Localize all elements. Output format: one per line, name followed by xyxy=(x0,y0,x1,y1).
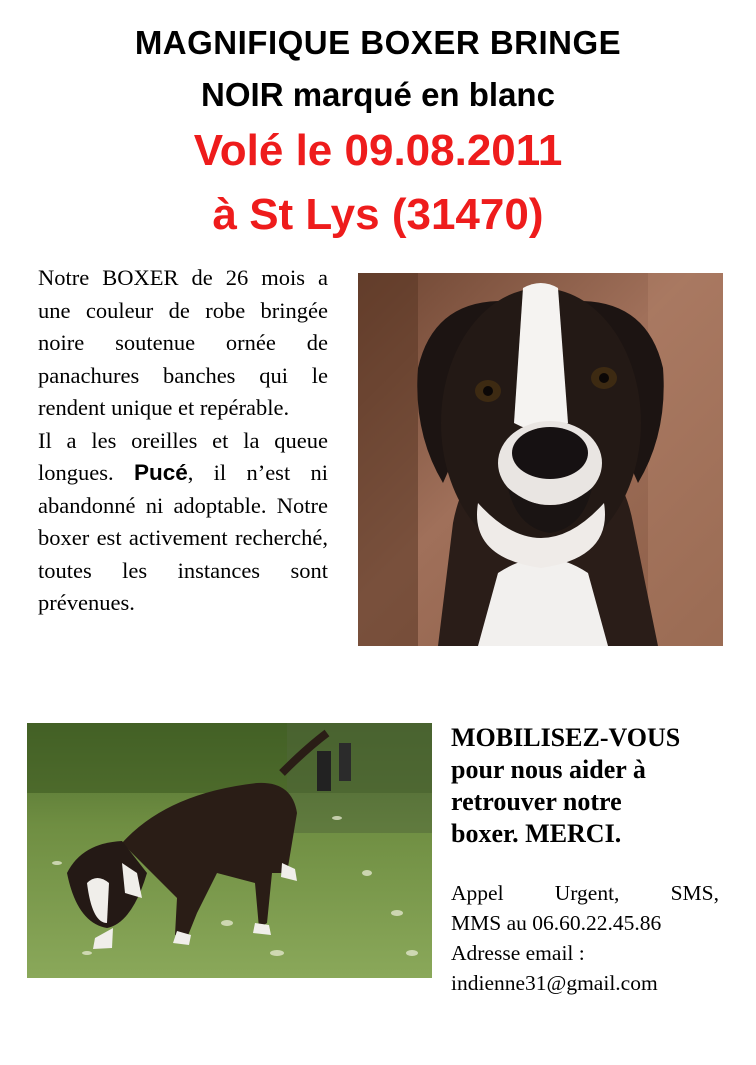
contact-phone-line: MMS au 06.60.22.45.86 xyxy=(451,911,662,935)
stolen-location-line: à St Lys (31470) xyxy=(212,190,544,239)
description-paragraph-2 xyxy=(38,425,328,620)
boxer-face-illustration xyxy=(358,273,723,646)
description-paragraph-1: Notre BOXER de 26 mois a une couleur de robe bringée noire soutenue ornée de panachures banches qui le rendent unique et repérable. xyxy=(38,265,328,420)
call-to-action-line: retrouver notre xyxy=(451,787,622,816)
title-line-1: MAGNIFIQUE BOXER BRINGE xyxy=(134,24,622,61)
call-to-action xyxy=(451,722,731,850)
stolen-date-line: Volé le 09.08.2011 xyxy=(193,126,563,175)
description-text-part: , il n’est ni abandonné ni adoptable. Notre boxer est activement recherché, toutes les instances sont prévenues. xyxy=(38,460,328,615)
title-line-2: NOIR marqué en blanc xyxy=(201,76,555,113)
boxer-face-photo xyxy=(358,273,723,646)
boxer-walking-illustration xyxy=(27,723,432,978)
call-to-action-line: boxer. MERCI. xyxy=(451,819,622,848)
boxer-on-grass-photo xyxy=(27,723,432,978)
call-to-action-line: MOBILISEZ-VOUS xyxy=(451,723,681,752)
contact-urgent-line: Appel Urgent, SMS, xyxy=(451,881,719,905)
contact-email-label: Adresse email : xyxy=(451,941,585,965)
contact-info xyxy=(451,878,719,998)
description-text-part: Il a les oreilles et la queue longues. xyxy=(38,427,328,485)
description-text xyxy=(38,262,328,710)
microchipped-emphasis: Pucé xyxy=(133,460,188,485)
contact-email-address: indienne31@gmail.com xyxy=(451,971,658,995)
call-to-action-line: pour nous aider à xyxy=(451,755,646,784)
